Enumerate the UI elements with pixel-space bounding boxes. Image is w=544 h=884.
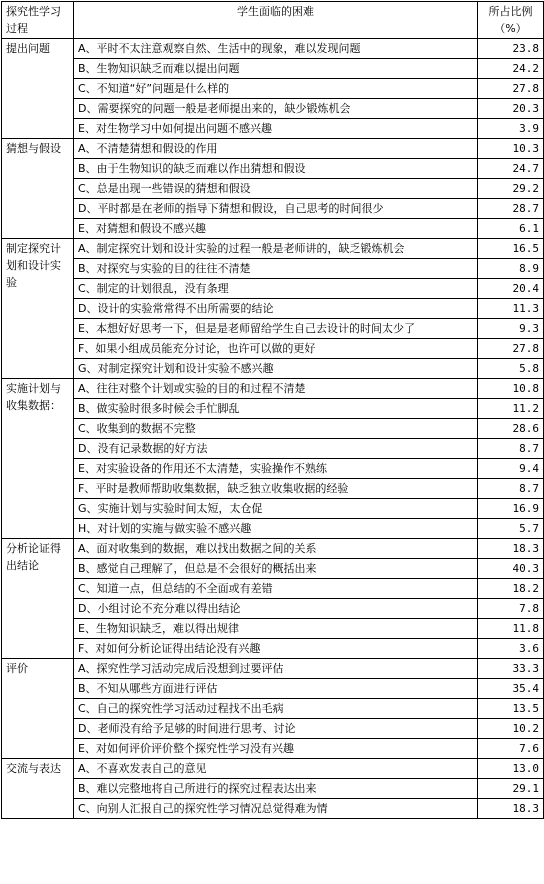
table-row: [2, 559, 544, 579]
percent-cell: 3.6: [478, 639, 544, 659]
difficulty-cell: B、对探究与实验的目的往往不清楚: [74, 259, 478, 279]
percent-cell: 18.2: [478, 579, 544, 599]
difficulty-cell: E、生物知识缺乏，难以得出规律: [74, 619, 478, 639]
percent-cell: 11.8: [478, 619, 544, 639]
table-row: [2, 719, 544, 739]
table-row: [2, 379, 544, 399]
table-row: [2, 539, 544, 559]
percent-cell: 3.9: [478, 119, 544, 139]
table-row: [2, 219, 544, 239]
percent-cell: 16.9: [478, 499, 544, 519]
table-row: [2, 739, 544, 759]
difficulty-cell: G、实施计划与实验时间太短，太仓促: [74, 499, 478, 519]
difficulty-cell: D、需要探究的问题一般是老师提出来的，缺少锻炼机会: [74, 99, 478, 119]
table-row: [2, 459, 544, 479]
table-row: [2, 319, 544, 339]
difficulty-cell: B、由于生物知识的缺乏而难以作出猜想和假设: [74, 159, 478, 179]
difficulty-cell: A、不喜欢发表自己的意见: [74, 759, 478, 779]
percent-cell: 20.3: [478, 99, 544, 119]
difficulty-cell: E、对生物学习中如何提出问题不感兴趣: [74, 119, 478, 139]
difficulty-cell: F、平时是教师帮助收集数据，缺乏独立收集收据的经验: [74, 479, 478, 499]
percent-cell: 27.8: [478, 79, 544, 99]
header-stage: 探究性学习过程: [2, 2, 74, 39]
percent-cell: 13.0: [478, 759, 544, 779]
percent-cell: 40.3: [478, 559, 544, 579]
table-row: [2, 39, 544, 59]
difficulty-cell: C、向别人汇报自己的探究性学习情况总觉得难为情: [74, 799, 478, 819]
difficulty-cell: D、平时都是在老师的指导下猜想和假设，自己思考的时间很少: [74, 199, 478, 219]
difficulty-cell: C、收集到的数据不完整: [74, 419, 478, 439]
percent-cell: 29.2: [478, 179, 544, 199]
difficulty-cell: H、对计划的实施与做实验不感兴趣: [74, 519, 478, 539]
difficulty-cell: C、自己的探究性学习活动过程找不出毛病: [74, 699, 478, 719]
table-row: [2, 659, 544, 679]
difficulty-cell: E、本想好好思考一下，但是是老师留给学生自己去设计的时间太少了: [74, 319, 478, 339]
difficulty-cell: F、如果小组成员能充分讨论，也许可以做的更好: [74, 339, 478, 359]
percent-cell: 7.6: [478, 739, 544, 759]
difficulty-cell: D、没有记录数据的好方法: [74, 439, 478, 459]
table-row: [2, 479, 544, 499]
percent-cell: 9.4: [478, 459, 544, 479]
percent-cell: 6.1: [478, 219, 544, 239]
table-row: [2, 119, 544, 139]
percent-cell: 35.4: [478, 679, 544, 699]
table-row: [2, 499, 544, 519]
percent-cell: 10.8: [478, 379, 544, 399]
table-row: [2, 439, 544, 459]
percent-cell: 13.5: [478, 699, 544, 719]
table-row: [2, 159, 544, 179]
difficulty-cell: B、做实验时很多时候会手忙脚乱: [74, 399, 478, 419]
table-row: [2, 359, 544, 379]
difficulty-cell: A、往往对整个计划或实验的目的和过程不清楚: [74, 379, 478, 399]
table-row: [2, 619, 544, 639]
table-row: [2, 239, 544, 259]
difficulty-cell: D、小组讨论不充分难以得出结论: [74, 599, 478, 619]
difficulty-cell: C、不知道“好”问题是什么样的: [74, 79, 478, 99]
percent-cell: 10.3: [478, 139, 544, 159]
table-row: [2, 199, 544, 219]
difficulty-cell: G、对制定探究计划和设计实验不感兴趣: [74, 359, 478, 379]
percent-cell: 33.3: [478, 659, 544, 679]
percent-cell: 16.5: [478, 239, 544, 259]
difficulty-cell: F、对如何分析论证得出结论没有兴趣: [74, 639, 478, 659]
percent-cell: 8.7: [478, 439, 544, 459]
table-row: [2, 139, 544, 159]
difficulty-cell: D、老师没有给予足够的时间进行思考、讨论: [74, 719, 478, 739]
table-row: [2, 519, 544, 539]
table-row: [2, 279, 544, 299]
percent-cell: 23.8: [478, 39, 544, 59]
table-row: [2, 99, 544, 119]
difficulty-cell: B、感觉自己理解了，但总是不会很好的概括出来: [74, 559, 478, 579]
difficulty-cell: B、生物知识缺乏而难以提出问题: [74, 59, 478, 79]
difficulty-cell: C、知道一点，但总结的不全面或有差错: [74, 579, 478, 599]
table-row: [2, 259, 544, 279]
difficulty-cell: A、探究性学习活动完成后没想到过要评估: [74, 659, 478, 679]
percent-cell: 18.3: [478, 539, 544, 559]
difficulty-cell: C、总是出现一些错误的猜想和假设: [74, 179, 478, 199]
table-row: [2, 599, 544, 619]
stage-cell: 实施计划与收集数据：: [2, 379, 74, 539]
difficulty-cell: E、对实验设备的作用还不太清楚，实验操作不熟练: [74, 459, 478, 479]
table-row: [2, 179, 544, 199]
percent-cell: 8.9: [478, 259, 544, 279]
percent-cell: 10.2: [478, 719, 544, 739]
percent-cell: 11.2: [478, 399, 544, 419]
table-row: [2, 759, 544, 779]
survey-table: [1, 1, 544, 819]
difficulty-cell: A、面对收集到的数据，难以找出数据之间的关系: [74, 539, 478, 559]
difficulty-cell: D、设计的实验常常得不出所需要的结论: [74, 299, 478, 319]
table-row: [2, 339, 544, 359]
stage-cell: 猜想与假设: [2, 139, 74, 239]
stage-cell: 评价: [2, 659, 74, 759]
table-row: [2, 799, 544, 819]
table-row: [2, 699, 544, 719]
header-percent: 所占比例（%）: [478, 2, 544, 39]
difficulty-cell: B、不知从哪些方面进行评估: [74, 679, 478, 699]
table-row: [2, 59, 544, 79]
table-row: [2, 679, 544, 699]
header-difficulty: 学生面临的困难: [74, 2, 478, 39]
table-row: [2, 639, 544, 659]
table-row: [2, 79, 544, 99]
stage-cell: 交流与表达: [2, 759, 74, 819]
difficulty-cell: C、制定的计划很乱，没有条理: [74, 279, 478, 299]
percent-cell: 28.7: [478, 199, 544, 219]
percent-cell: 9.3: [478, 319, 544, 339]
difficulty-cell: E、对如何评价评价整个探究性学习没有兴趣: [74, 739, 478, 759]
percent-cell: 5.8: [478, 359, 544, 379]
stage-cell: 分析论证得出结论: [2, 539, 74, 659]
stage-cell: 提出问题: [2, 39, 74, 139]
percent-cell: 29.1: [478, 779, 544, 799]
table-row: [2, 299, 544, 319]
percent-cell: 20.4: [478, 279, 544, 299]
header-row: [2, 2, 544, 39]
percent-cell: 7.8: [478, 599, 544, 619]
percent-cell: 24.7: [478, 159, 544, 179]
percent-cell: 24.2: [478, 59, 544, 79]
percent-cell: 5.7: [478, 519, 544, 539]
stage-cell: 制定探究计划和设计实验: [2, 239, 74, 379]
difficulty-cell: A、不清楚猜想和假设的作用: [74, 139, 478, 159]
table-row: [2, 779, 544, 799]
difficulty-cell: B、难以完整地将自己所进行的探究过程表达出来: [74, 779, 478, 799]
difficulty-cell: A、制定探究计划和设计实验的过程一般是老师讲的，缺乏锻炼机会: [74, 239, 478, 259]
percent-cell: 27.8: [478, 339, 544, 359]
table-row: [2, 579, 544, 599]
percent-cell: 11.3: [478, 299, 544, 319]
table-row: [2, 399, 544, 419]
percent-cell: 18.3: [478, 799, 544, 819]
percent-cell: 8.7: [478, 479, 544, 499]
difficulty-cell: E、对猜想和假设不感兴趣: [74, 219, 478, 239]
table-row: [2, 419, 544, 439]
percent-cell: 28.6: [478, 419, 544, 439]
difficulty-cell: A、平时不太注意观察自然、生活中的现象，难以发现问题: [74, 39, 478, 59]
